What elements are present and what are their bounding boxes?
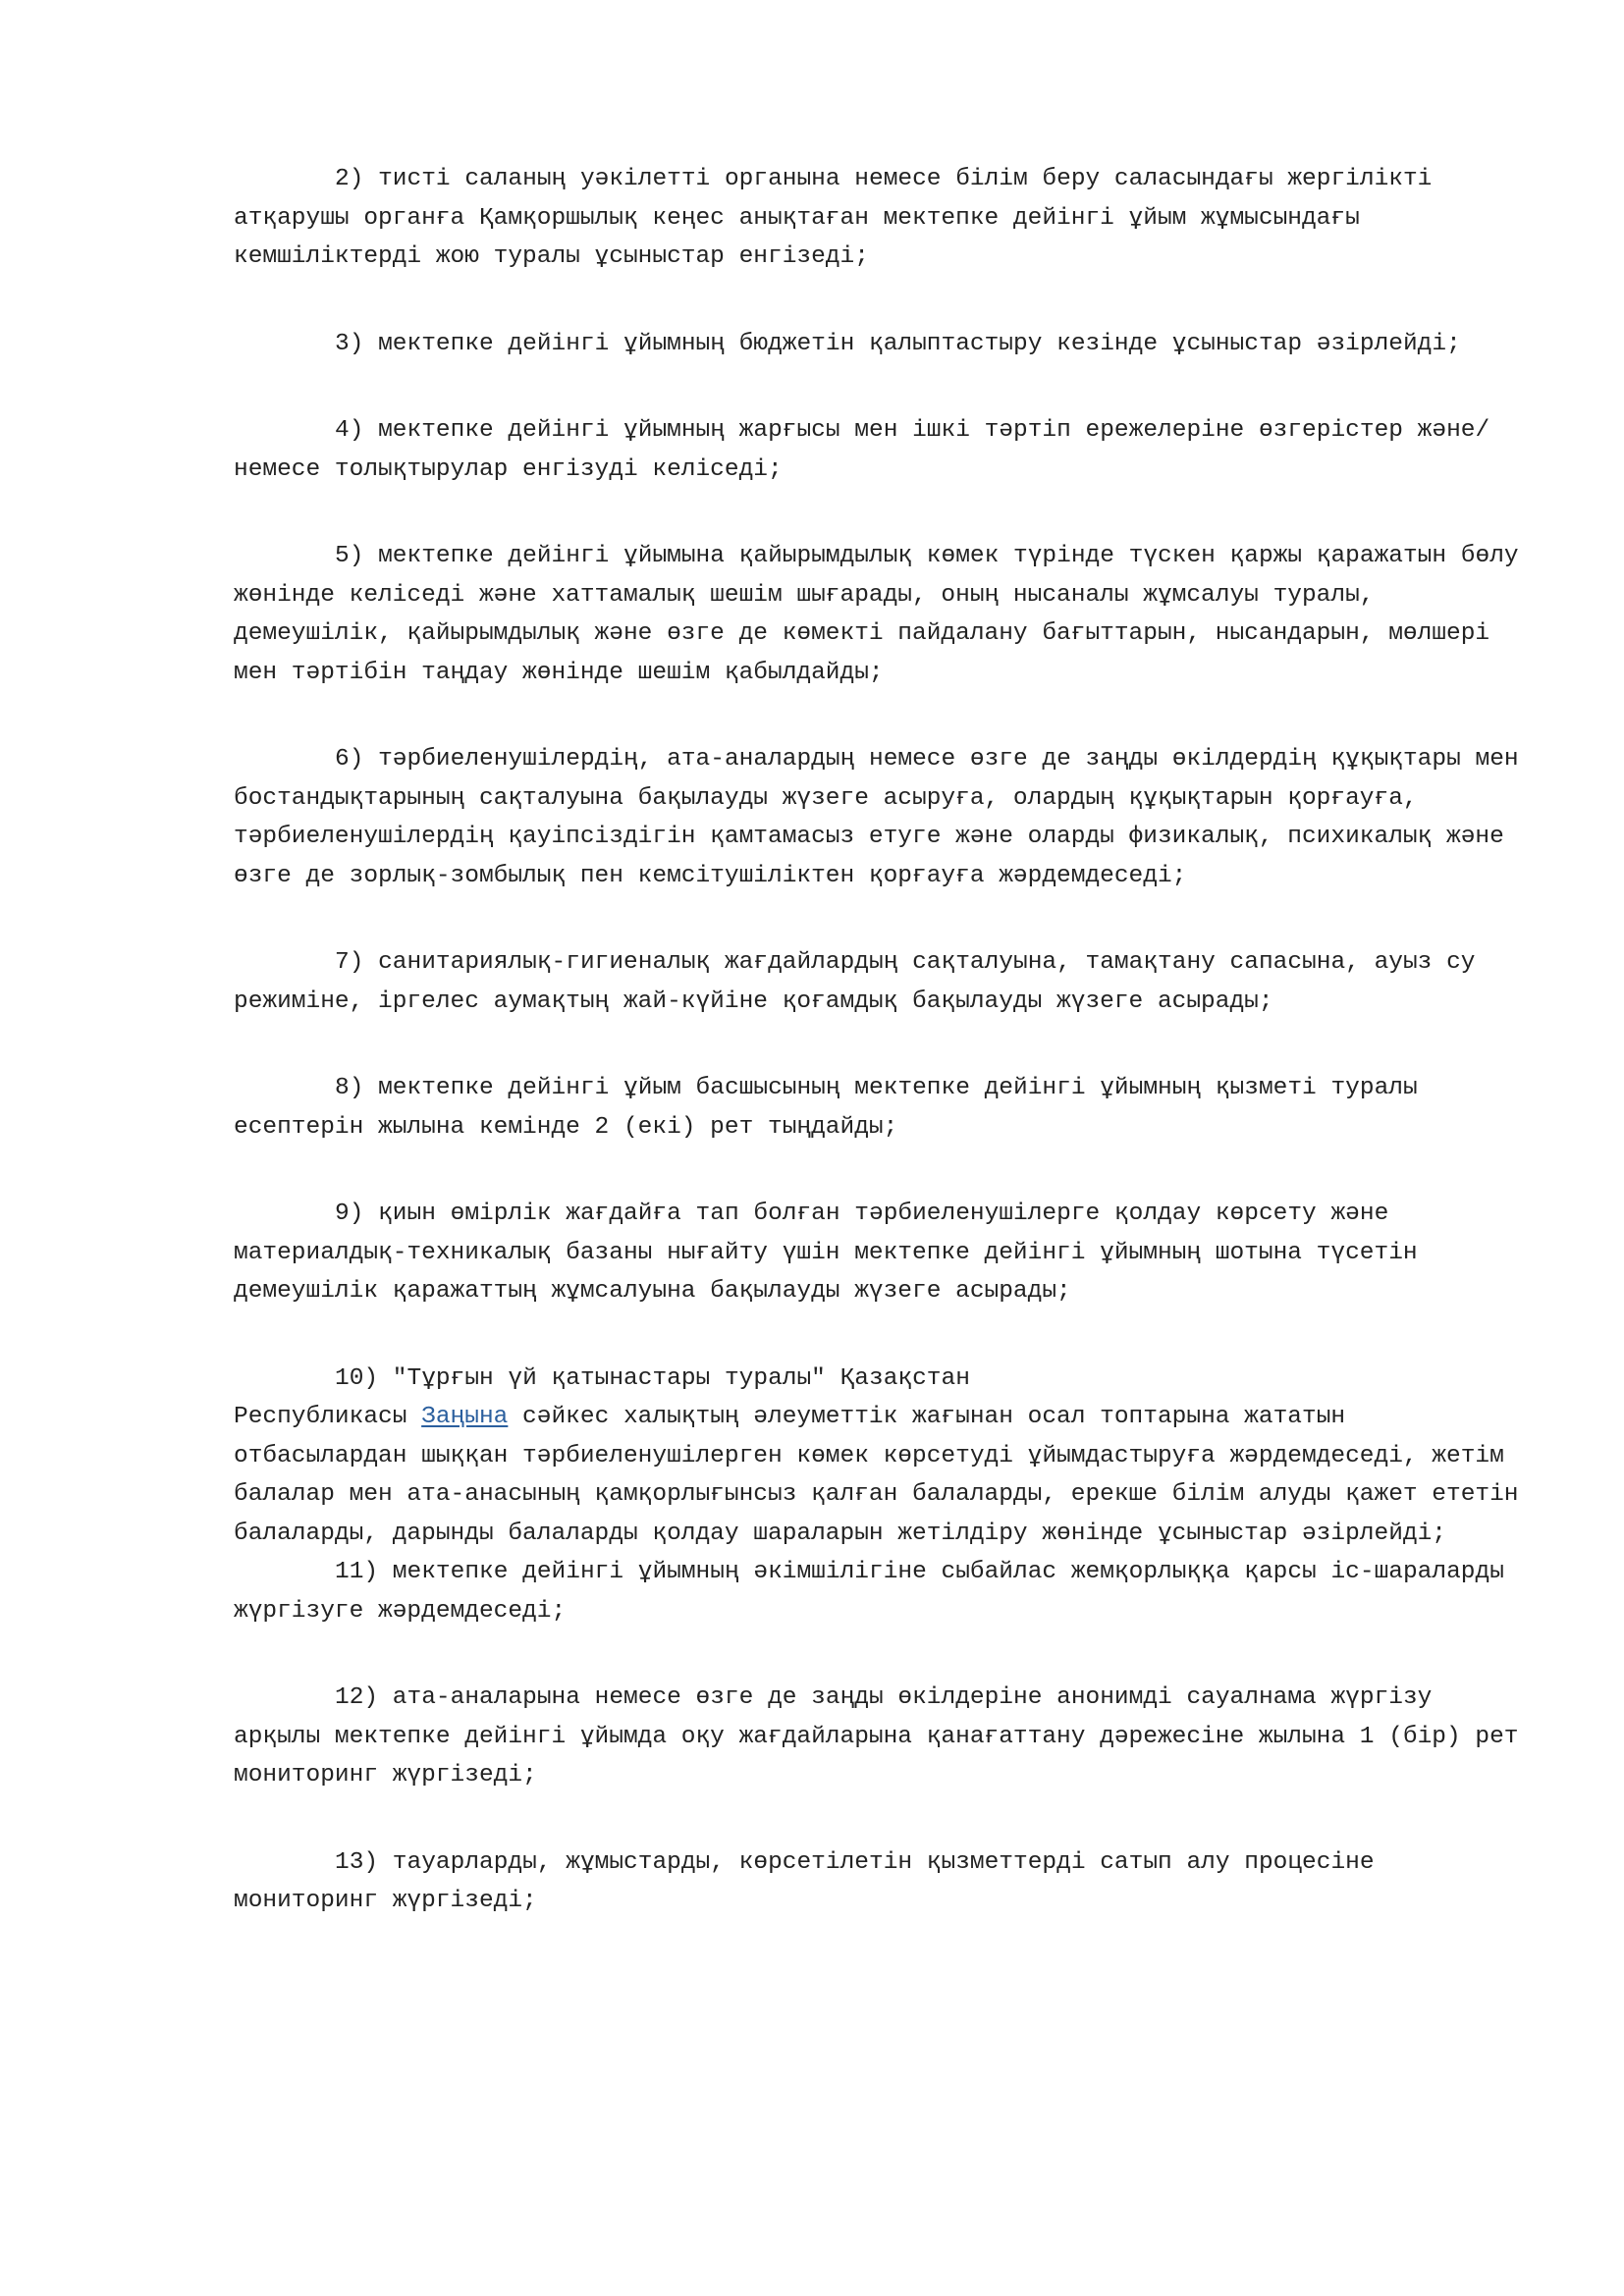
paragraph-item-9: 9) қиын өмірлік жағдайға тап болған тәрбиеленушілерге қолдау көрсету және материалдық-техникалық базаны нығайту үшін мектепке дейінгі ұйымның шотына түсетін демеушілік қаражаттың жұмсалуына бақылауды жүзеге асырады; bbox=[234, 1201, 1433, 1305]
paragraph-gap bbox=[234, 692, 1520, 740]
paragraph-item-5: 5) мектепке дейінгі ұйымына қайырымдылық көмек түрінде түскен қаржы қаражатын бөлу жөнінде келіседі және хаттамалық шешім шығарады, оның нысаналы жұмсалуы туралы, демеушілік, қайырымдылық және өзге де көмекті пайдалану бағыттарын, нысандарын, мөлшері мен тәртібін таңдау жөнінде шешім қабылдайды; bbox=[234, 543, 1534, 686]
paragraph-item-12: 12) ата-аналарына немесе өзге де заңды өкілдеріне анонимді сауалнама жүргізу арқылы мектепке дейінгі ұйымда оқу жағдайларына қанағаттану дәрежесіне жылына 1 (бір) рет мониторинг жүргізеді; bbox=[234, 1684, 1534, 1789]
paragraph-item-11: 11) мектепке дейінгі ұйымның әкімшілігіне сыбайлас жемқорлыққа қарсы іс-шараларды жүргізуге жәрдемдеседі; bbox=[234, 1559, 1519, 1625]
paragraph-item-2: 2) тисті саланың уәкілетті органына немесе білім беру саласындағы жергілікті атқарушы органға Қамқоршылық кеңес анықтаған мектепке дейінгі ұйым жұмысындағы кемшіліктерді жою туралы ұсыныстар енгізеді; bbox=[234, 166, 1447, 270]
paragraph-item-7: 7) санитариялық-гигиеналық жағдайлардың сақталуына, тамақтану сапасына, ауыз су режиміне, іргелес аумақтың жай-күйіне қоғамдық бақылауды жүзеге асырады; bbox=[234, 949, 1490, 1015]
paragraph-item-8: 8) мектепке дейінгі ұйым басшысының мектепке дейінгі ұйымның қызметі туралы есептерін жылына кемінде 2 (екі) рет тыңдайды; bbox=[234, 1075, 1433, 1141]
paragraph-gap bbox=[234, 1147, 1520, 1195]
paragraph-gap bbox=[234, 277, 1520, 325]
paragraph-10-prefix: Республикасы bbox=[234, 1404, 422, 1430]
paragraph-gap bbox=[234, 489, 1520, 537]
paragraph-10-first-line: 10) "Тұрғын үй қатынастары туралы" Қазақстан bbox=[335, 1364, 970, 1392]
law-reference-link[interactable]: Заңына bbox=[421, 1404, 509, 1430]
paragraph-gap bbox=[234, 1311, 1520, 1360]
paragraph-item-6: 6) тәрбиеленушілердің, ата-аналардың немесе өзге де заңды өкілдердің құқықтары мен бостандықтарының сақталуына бақылауды жүзеге асыруға, олардың құқықтарын қорғауға, тәрбиеленушілердің қауіпсіздігін қамтамасыз етуге және оларды физикалық, психикалық және өзге де зорлық-зомбылық пен кемсітушіліктен қорғауға жәрдемдеседі; bbox=[234, 746, 1534, 889]
paragraph-item-13: 13) тауарларды, жұмыстарды, көрсетілетін қызметтерді сатып алу процесіне мониторинг жүргізеді; bbox=[234, 1848, 1389, 1914]
paragraph-10-rest: сәйкес халықтың әлеуметтік жағынан осал топтарына жататын отбасылардан шыққан тәрбиеленушілерген көмек көрсетуді ұйымдастыруға жәрдемдеседі, жетім балалар мен ата-анасының қамқорлығынсыз қалған балаларды, ерекше білім алуды қажет ететін балаларды, дарынды балаларды қолдау шараларын жетілдіру жөнінде ұсыныстар әзірлейді; bbox=[234, 1404, 1534, 1547]
paragraph-gap bbox=[234, 895, 1520, 943]
paragraph-gap bbox=[234, 1630, 1520, 1679]
paragraph-gap bbox=[234, 1795, 1520, 1843]
paragraph-item-3: 3) мектепке дейінгі ұйымның бюджетін қалыптастыру кезінде ұсыныстар әзірлейді; bbox=[335, 330, 1461, 357]
paragraph-item-10 bbox=[234, 1360, 1534, 1554]
document-body bbox=[234, 160, 1534, 1921]
paragraph-item-4: 4) мектепке дейінгі ұйымның жарғысы мен ішкі тәртіп ережелеріне өзгерістер және/немесе толықтырулар енгізуді келіседі; bbox=[234, 417, 1490, 483]
paragraph-gap bbox=[234, 363, 1520, 411]
paragraph-gap bbox=[234, 1021, 1520, 1069]
